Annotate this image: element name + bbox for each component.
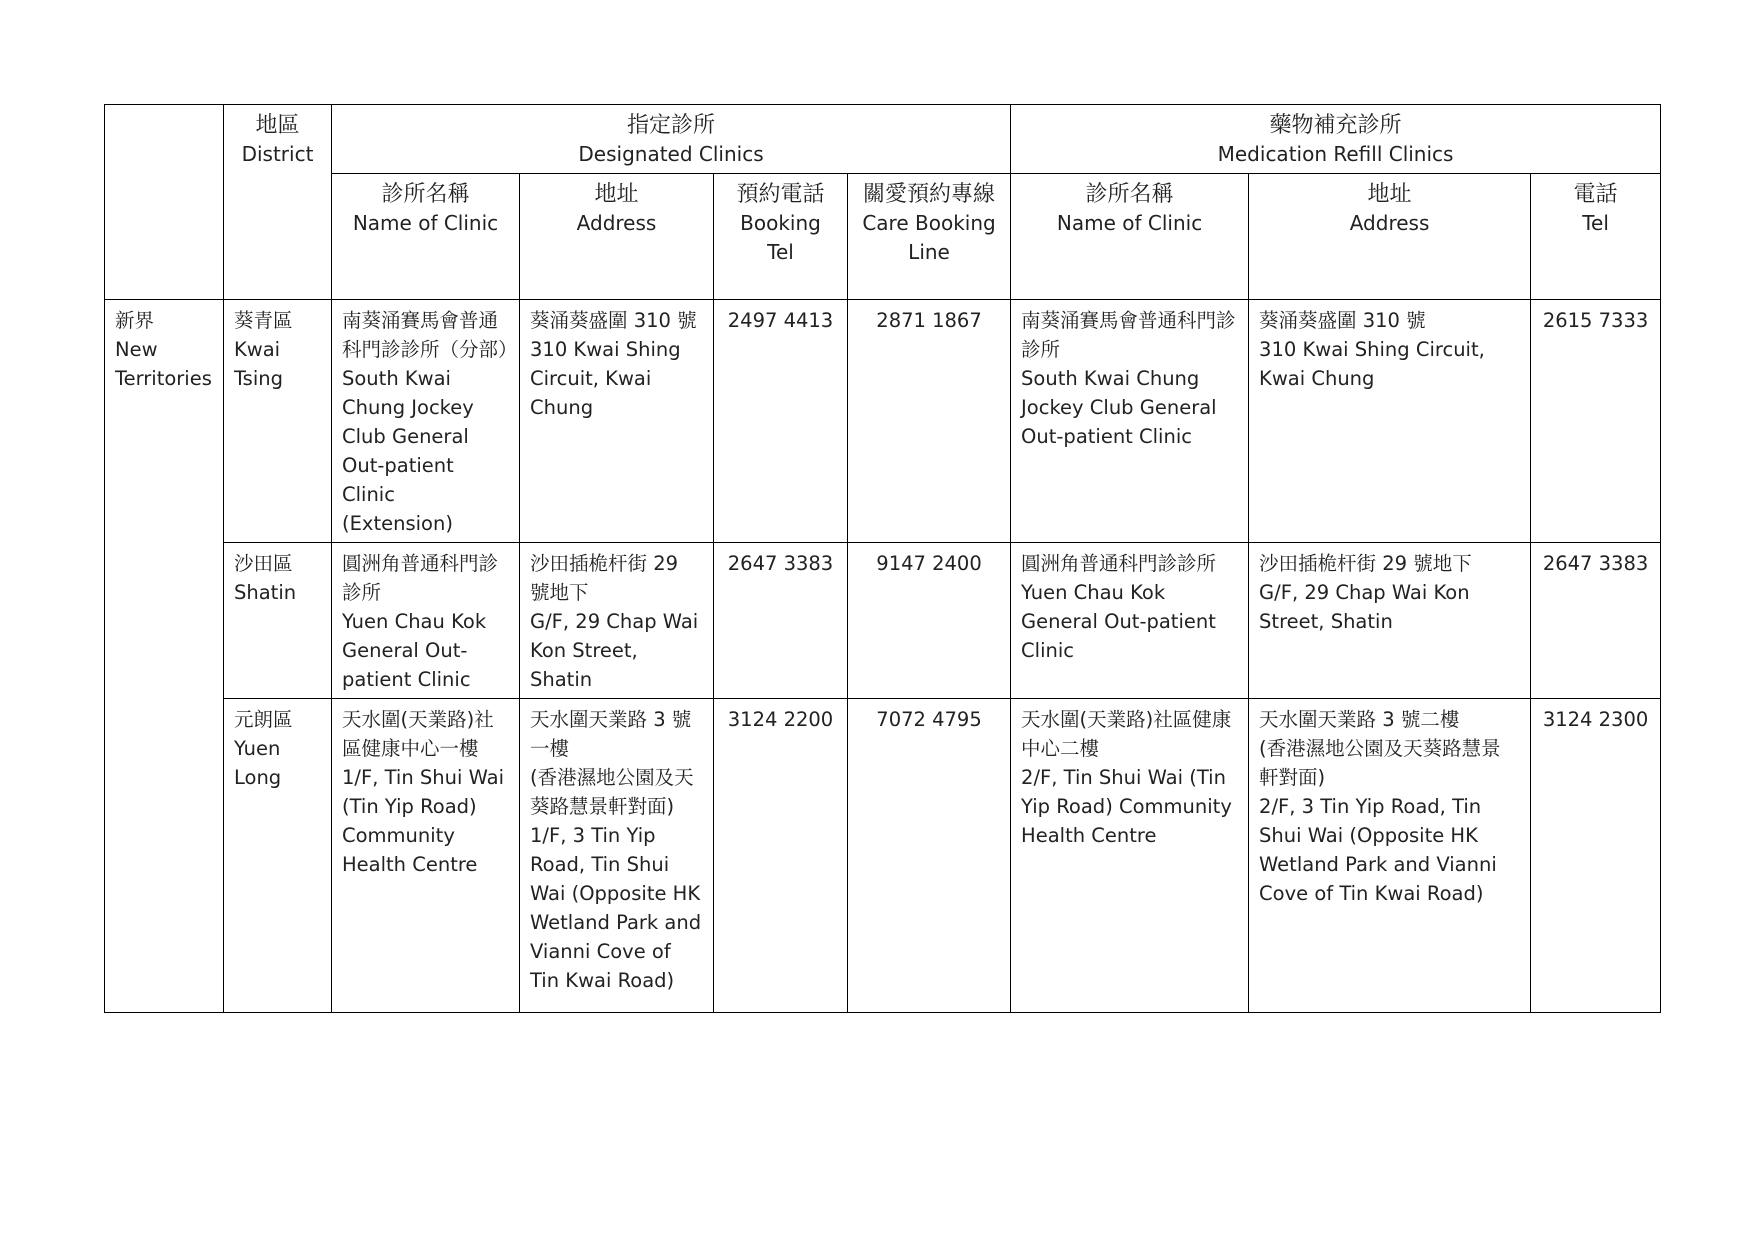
name-header-zh: 診所名稱 [381, 182, 470, 207]
clinic-name-zh: 圓洲角普通科門診診所 [342, 552, 499, 604]
clinic-name-zh: 天水圍(天業路)社區健康中心一樓 [342, 708, 494, 760]
refill-address-header-zh: 地址 [1367, 182, 1412, 207]
region-en-line2: Territories [115, 367, 212, 390]
address-zh: 葵涌葵盛圍 310 號 [530, 309, 697, 332]
clinic-name-en: 1/F, Tin Shui Wai (Tin Yip Road) Community Health Centre [342, 766, 504, 876]
care-line-header-zh: 關愛預約專線 [863, 182, 996, 207]
address-cell [520, 699, 714, 1013]
designated-header-zh: 指定診所 [627, 113, 716, 138]
district-header-en: District [241, 142, 314, 166]
tel-header-en: Tel [1582, 211, 1609, 235]
tel-header [1531, 174, 1661, 300]
address-zh: 天水圍天業路 3 號一樓 [530, 708, 692, 760]
refill-address-zh: 葵涌葵盛圍 310 號 [1259, 309, 1426, 332]
refill-address-zh: 天水圍天業路 3 號二樓 [1259, 708, 1460, 731]
care-line-cell: 9147 2400 [848, 543, 1011, 699]
clinic-name-en: Yuen Chau Kok General Out-patient Clinic [342, 610, 487, 691]
booking-tel-header [714, 174, 848, 300]
refill-clinic-zh: 圓洲角普通科門診診所 [1021, 552, 1217, 575]
address-zh: 沙田插桅杆街 29 號地下 [530, 552, 679, 604]
district-en: Shatin [234, 581, 297, 604]
district-en: Kwai Tsing [234, 338, 283, 390]
refill-clinic-cell [1011, 699, 1249, 1013]
address-header-zh: 地址 [594, 182, 639, 207]
region-header-cell [105, 105, 224, 300]
refill-address-cell [1249, 300, 1531, 543]
refill-address-en: 310 Kwai Shing Circuit, Kwai Chung [1259, 338, 1485, 390]
refill-clinic-cell [1011, 300, 1249, 543]
refill-clinic-en: 2/F, Tin Shui Wai (Tin Yip Road) Community Health Centre [1021, 766, 1232, 847]
address-zh-note: (香港濕地公園及天葵路慧景軒對面) [530, 766, 694, 818]
refill-clinic-zh: 南葵涌賽馬會普通科門診診所 [1021, 309, 1236, 361]
region-en-line1: New [115, 338, 158, 361]
refill-address-header [1249, 174, 1531, 300]
table-row [105, 699, 1661, 1013]
care-line-cell: 7072 4795 [848, 699, 1011, 1013]
region-cell [105, 300, 224, 1013]
booking-tel-header-zh: 預約電話 [736, 182, 825, 207]
region-zh: 新界 [115, 309, 155, 332]
booking-tel-header-en: Booking Tel [740, 211, 821, 264]
designated-header-en: Designated Clinics [578, 142, 764, 166]
clinic-name-cell [332, 699, 520, 1013]
designated-clinics-header [332, 105, 1011, 174]
address-cell [520, 543, 714, 699]
clinic-name-en: South Kwai Chung Jockey Club General Out-patient Clinic (Extension) [342, 367, 474, 535]
refill-name-header-en: Name of Clinic [1056, 211, 1203, 235]
refill-address-zh: 沙田插桅杆街 29 號地下 [1259, 552, 1472, 575]
address-header [520, 174, 714, 300]
care-line-header [848, 174, 1011, 300]
address-en: 310 Kwai Shing Circuit, Kwai Chung [530, 338, 681, 419]
address-en: 1/F, 3 Tin Yip Road, Tin Shui Wai (Opposite HK Wetland Park and Vianni Cove of Tin Kwai Road) [530, 824, 702, 992]
clinic-name-cell [332, 543, 520, 699]
refill-tel-cell: 2615 7333 [1531, 300, 1661, 543]
refill-name-header [1011, 174, 1249, 300]
refill-clinic-zh: 天水圍(天業路)社區健康中心二樓 [1021, 708, 1232, 760]
refill-address-cell [1249, 543, 1531, 699]
clinic-table [104, 104, 1661, 1013]
booking-tel-cell: 2497 4413 [714, 300, 848, 543]
district-zh: 沙田區 [234, 552, 293, 575]
name-header [332, 174, 520, 300]
tel-header-zh: 電話 [1573, 182, 1618, 207]
refill-clinic-en: Yuen Chau Kok General Out-patient Clinic [1021, 581, 1216, 662]
refill-header-zh: 藥物補充診所 [1269, 113, 1402, 138]
refill-clinic-cell [1011, 543, 1249, 699]
refill-address-zh-note: (香港濕地公園及天葵路慧景軒對面) [1259, 737, 1501, 789]
booking-tel-cell: 3124 2200 [714, 699, 848, 1013]
district-en: Yuen Long [234, 737, 282, 789]
refill-tel-cell: 2647 3383 [1531, 543, 1661, 699]
refill-address-en: 2/F, 3 Tin Yip Road, Tin Shui Wai (Opposite HK Wetland Park and Vianni Cove of Tin Kwai Road) [1259, 795, 1497, 905]
refill-tel-cell: 3124 2300 [1531, 699, 1661, 1013]
district-cell [224, 699, 332, 1013]
refill-address-cell [1249, 699, 1531, 1013]
address-cell [520, 300, 714, 543]
table-row [105, 543, 1661, 699]
name-header-en: Name of Clinic [352, 211, 499, 235]
district-cell [224, 543, 332, 699]
refill-name-header-zh: 診所名稱 [1085, 182, 1174, 207]
table-row [105, 300, 1661, 543]
refill-address-header-en: Address [1349, 211, 1430, 235]
address-en: G/F, 29 Chap Wai Kon Street, Shatin [530, 610, 699, 691]
clinic-name-zh: 南葵涌賽馬會普通科門診診所（分部） [342, 309, 518, 361]
district-zh: 元朗區 [234, 708, 293, 731]
district-header-zh: 地區 [255, 113, 300, 138]
booking-tel-cell: 2647 3383 [714, 543, 848, 699]
refill-clinic-en: South Kwai Chung Jockey Club General Out-patient Clinic [1021, 367, 1217, 448]
refill-header-en: Medication Refill Clinics [1217, 142, 1454, 166]
refill-address-en: G/F, 29 Chap Wai Kon Street, Shatin [1259, 581, 1470, 633]
clinic-name-cell [332, 300, 520, 543]
district-cell [224, 300, 332, 543]
district-zh: 葵青區 [234, 309, 293, 332]
care-line-cell: 2871 1867 [848, 300, 1011, 543]
district-header [224, 105, 332, 300]
address-header-en: Address [576, 211, 657, 235]
refill-clinics-header [1011, 105, 1661, 174]
care-line-header-en: Care Booking Line [862, 211, 996, 264]
